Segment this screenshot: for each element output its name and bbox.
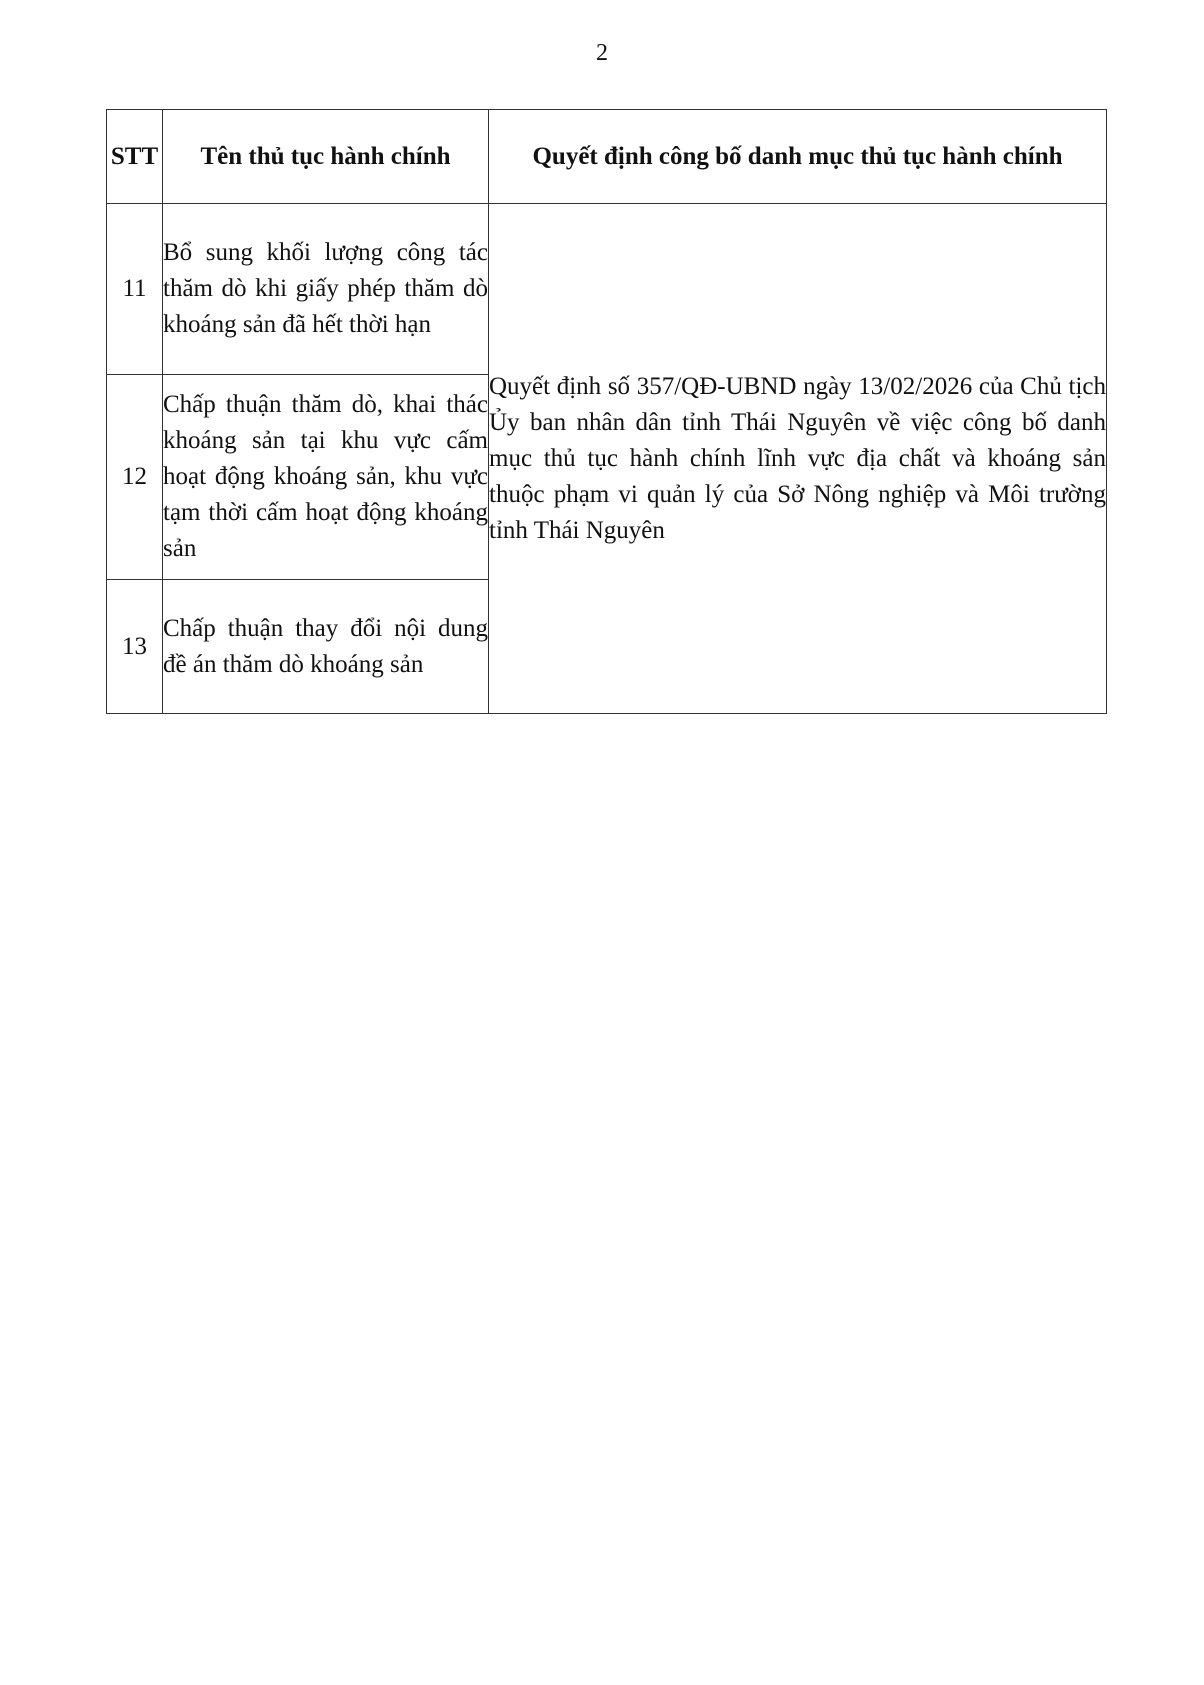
table-row xyxy=(107,204,1107,375)
header-decision: Quyết định công bố danh mục thủ tục hành chính xyxy=(489,110,1107,204)
row-procedure-name: Bổ sung khối lượng công tác thăm dò khi giấy phép thăm dò khoáng sản đã hết thời hạn xyxy=(163,204,489,375)
decision-cell: Quyết định số 357/QĐ-UBND ngày 13/02/2026 của Chủ tịch Ủy ban nhân dân tỉnh Thái Nguyên về việc công bố danh mục thủ tục hành chính lĩnh vực địa chất và khoáng sản thuộc phạm vi quản lý của Sở Nông nghiệp và Môi trường tỉnh Thái Nguyên xyxy=(489,204,1107,714)
row-stt: 13 xyxy=(107,580,163,714)
header-procedure-name: Tên thủ tục hành chính xyxy=(163,110,489,204)
row-stt: 11 xyxy=(107,204,163,375)
page-number: 2 xyxy=(596,40,608,66)
header-stt: STT xyxy=(107,110,163,204)
row-stt: 12 xyxy=(107,375,163,580)
row-procedure-name: Chấp thuận thăm dò, khai thác khoáng sản tại khu vực cấm hoạt động khoáng sản, khu vực tạm thời cấm hoạt động khoáng sản xyxy=(163,375,489,580)
procedure-table xyxy=(106,109,1107,714)
row-procedure-name: Chấp thuận thay đổi nội dung đề án thăm dò khoáng sản xyxy=(163,580,489,714)
table-header-row xyxy=(107,110,1107,204)
